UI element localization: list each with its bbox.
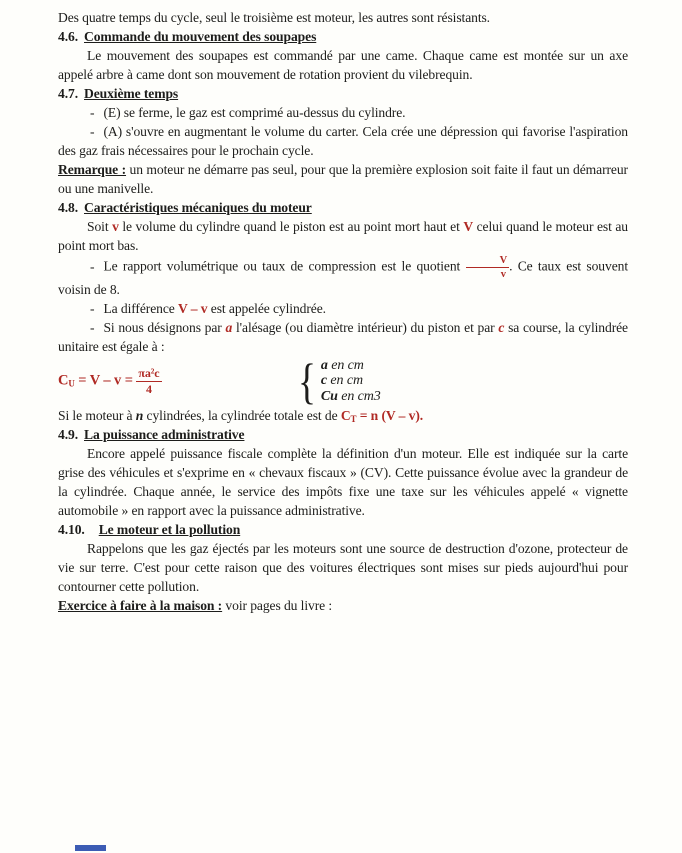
text-run: = V – v = [74,372,137,389]
text-run: V – v [178,301,208,317]
formula-expression [58,367,295,395]
intro-paragraph [58,8,628,27]
section-heading-4-9 [58,425,628,444]
text-run: T [350,414,357,425]
text-run: en cm [327,357,364,373]
text-run: c [320,373,328,389]
bullet-echappement [58,103,628,122]
units-list [321,358,381,405]
fraction-denominator: v [500,269,506,281]
text-run: V [463,219,474,234]
text-run: Rappelons que les gaz éjectés par les moteurs sont une source de destruction d'ozone, protecteur de vie sur terre. C'est pour cette raison que des voitures électriques sont mises sur pieds aujourd'hui pour contourner cette pollution. [58,541,628,595]
text-run: c [498,320,505,336]
fraction [136,367,161,395]
bullet-dash: - [90,320,95,336]
text-run: a [320,357,328,373]
text-run: Le rapport volumétrique ou taux de compression est le quotient [103,258,466,274]
text-run: C [58,372,69,389]
fraction-numerator: πa²c [138,365,160,380]
text-run: a [225,320,233,336]
remark [58,160,628,198]
bullet-cylindree [58,299,628,318]
text-run: en cm [327,373,363,389]
heading-number: 4.6. [58,29,78,44]
text-run: en cm3 [337,388,381,404]
text-run: Si nous désignons par [103,320,226,336]
formula-cylindree-unitaire [58,353,628,410]
heading-number: 4.7. [58,86,78,101]
text-run: est appelée cylindrée. [207,301,326,317]
text-run: Exercice à faire à la maison : [58,598,223,614]
text-run: = n (V – v). [356,408,424,424]
text-run: Encore appelé puissance fiscale complète la définition d'un moteur. Elle est indiquée sur la carte grise des véhicules et s'exprime en « chevaux fiscaux » (CV). Cette puissance évolue avec la grandeur de la cylindrée. Chaque année, le service des impôts fixe une taxe sur les véhicules appelé « vignette automobile » en rapport avec la puissance administrative. [58,446,628,519]
heading-title: Le moteur et la pollution [98,522,241,538]
text-run: (E) se ferme, le gaz est comprimé au-dessus du cylindre. [103,105,406,120]
text-run: v [112,219,119,234]
units-group [295,353,381,410]
text-run: Si le moteur à [58,408,136,424]
heading-number: 4.10. [58,522,85,538]
heading-number: 4.9. [58,427,78,443]
text-run: l'alésage (ou diamètre intérieur) du piston et par [232,320,499,336]
bullet-alesage [58,318,628,356]
section-heading-4-8 [58,198,628,217]
brace-icon: { [297,353,316,410]
text-run: le volume du cylindre quand le piston est au point mort haut et [118,219,464,234]
text-run: n [135,408,144,424]
paragraph-puissance-fiscale [58,444,628,520]
blue-bar [75,845,106,851]
text-run: Le mouvement des soupapes est commandé par une came. Chaque came est montée sur un axe appelé arbre à came dont son mouvement de rotation provient du vilebrequin. [58,48,628,82]
text-run: Soit [87,219,113,234]
bullet-dash: - [90,301,95,317]
text-run: sa course, la cylindrée unitaire est égale à : [58,320,628,355]
text-run: voir pages du livre : [222,598,333,614]
text-run: cylindrées, la cylindrée totale est de [143,408,341,424]
unit-line [321,373,381,389]
heading-number: 4.8. [58,200,78,215]
bullet-dash: - [90,124,95,139]
text-run: un moteur ne démarre pas seul, pour que la première explosion soit faite il faut un démarreur ou une manivelle. [58,162,628,196]
document-body [58,8,628,615]
heading-title: Deuxième temps [84,86,179,101]
bullet-dash: - [90,258,95,274]
exercise-note [58,596,628,615]
text-run: La différence [103,301,179,317]
bullet-dash: - [90,105,95,120]
text-run: Remarque : [58,162,127,177]
paragraph-pollution [58,539,628,596]
paragraph-soupapes [58,46,628,84]
heading-title: Commande du mouvement des soupapes [84,29,317,44]
heading-title: Caractéristiques mécaniques du moteur [84,200,312,215]
fraction-denominator: 4 [146,381,152,396]
unit-line [321,358,381,374]
fraction-numerator: V [466,255,509,268]
text-run: . Ce taux est souvent voisin de 8. [58,258,628,298]
text-run: Des quatre temps du cycle, seul le troisième est moteur, les autres sont résistants. [58,10,490,25]
heading-title: La puissance administrative [84,427,245,443]
text-run: Cu [320,388,338,404]
paragraph-volumes [58,217,628,255]
text-run: (A) s'ouvre en augmentant le volume du carter. Cela crée une dépression qui favorise l'aspiration des gaz frais nécessaires pour le prochain cycle. [58,124,628,158]
unit-line [321,389,381,405]
fraction [466,255,509,280]
paragraph-cylindree-totale [58,406,628,425]
text-run: U [68,378,75,389]
bullet-admission [58,122,628,160]
section-heading-4-7 [58,84,628,103]
bullet-rapport-volumetrique [58,255,628,299]
text-run: C [340,408,351,424]
section-heading-4-10 [58,520,628,539]
text-run: celui quand le moteur est au point mort bas. [58,219,628,253]
section-heading-4-6 [58,27,628,46]
